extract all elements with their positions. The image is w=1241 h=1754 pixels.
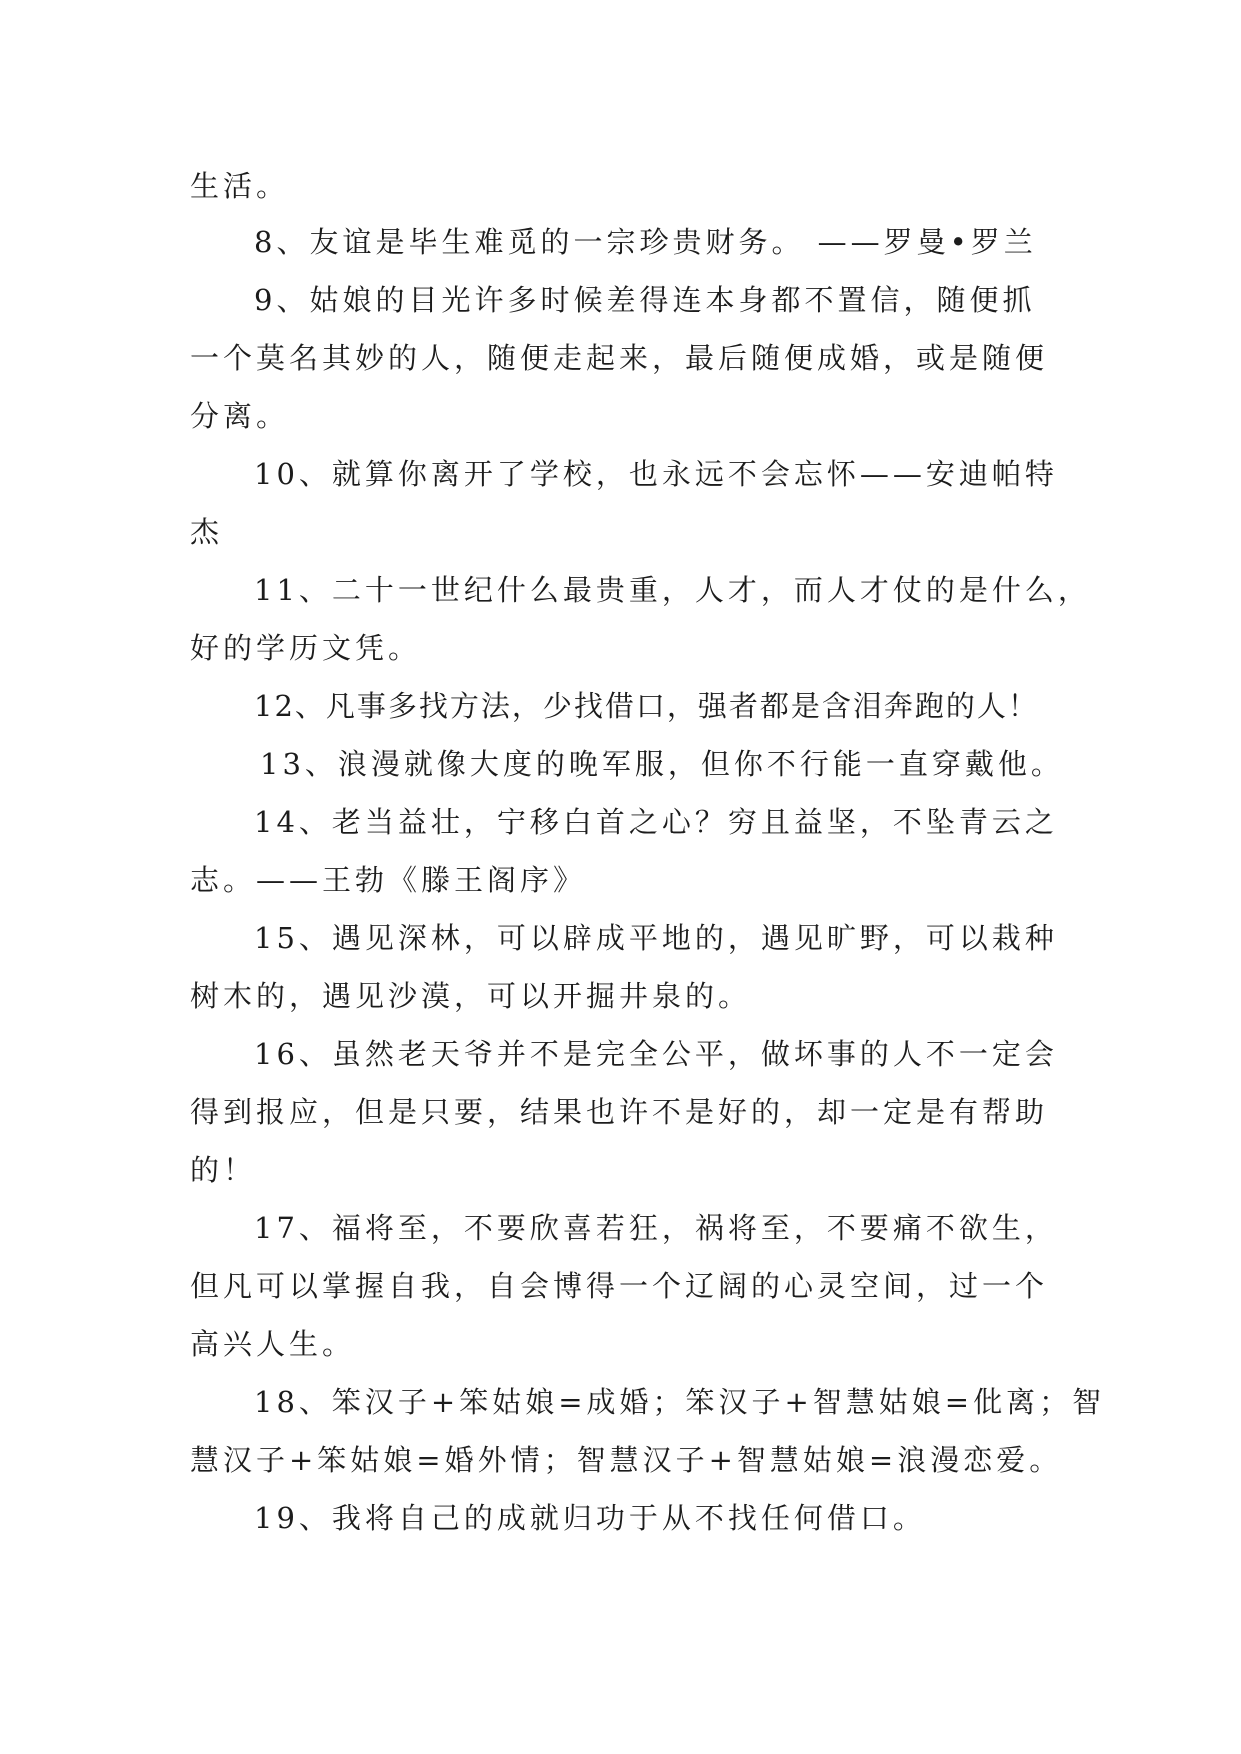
text-line: 的！ — [190, 1153, 257, 1187]
text-line: 树木的，遇见沙漠，可以开掘井泉的。 — [190, 979, 752, 1013]
quote-9: 9、姑娘的目光许多时候差得连本身都不置信，随便抓 — [254, 283, 1036, 317]
quote-15: 15、遇见深林，可以辟成平地的，遇见旷野，可以栽种 — [254, 921, 1058, 955]
quote-14: 14、老当益壮，宁移白首之心？穷且益坚，不坠青云之 — [254, 805, 1058, 839]
text-line: 生活。 — [190, 169, 290, 203]
quote-8: 8、友谊是毕生难觅的一宗珍贵财务。 ——罗曼•罗兰 — [254, 225, 1037, 259]
text-line: 慧汉子+笨姑娘=婚外情；智慧汉子+智慧姑娘=浪漫恋爱。 — [190, 1443, 1063, 1477]
quote-10: 10、就算你离开了学校，也永远不会忘怀——安迪帕特 — [254, 457, 1058, 491]
text-line: 好的学历文凭。 — [190, 631, 422, 665]
quote-16: 16、虽然老天爷并不是完全公平，做坏事的人不一定会 — [254, 1037, 1058, 1071]
text-line: 得到报应，但是只要，结果也许不是好的，却一定是有帮助 — [190, 1095, 1049, 1129]
text-line: 志。——王勃《滕王阁序》 — [190, 863, 587, 897]
quote-18: 18、笨汉子+笨姑娘=成婚；笨汉子+智慧姑娘=仳离；智 — [254, 1385, 1106, 1419]
quote-17: 17、福将至，不要欣喜若狂，祸将至，不要痛不欲生， — [254, 1211, 1058, 1245]
text-line: 一个莫名其妙的人，随便走起来，最后随便成婚，或是随便 — [190, 341, 1049, 375]
text-line: 但凡可以掌握自我，自会博得一个辽阔的心灵空间，过一个 — [190, 1269, 1049, 1303]
quote-12: 12、凡事多找方法，少找借口，强者都是含泪奔跑的人！ — [254, 689, 1039, 723]
quote-11: 11、二十一世纪什么最贵重，人才，而人才仗的是什么， — [254, 573, 1091, 607]
text-line: 杰 — [190, 515, 224, 549]
quote-13: 13、浪漫就像大度的晚军服，但你不行能一直穿戴他。 — [260, 747, 1064, 781]
quote-19: 19、我将自己的成就归功于从不找任何借口。 — [254, 1501, 926, 1535]
text-line: 高兴人生。 — [190, 1327, 356, 1361]
text-line: 分离。 — [190, 399, 290, 433]
